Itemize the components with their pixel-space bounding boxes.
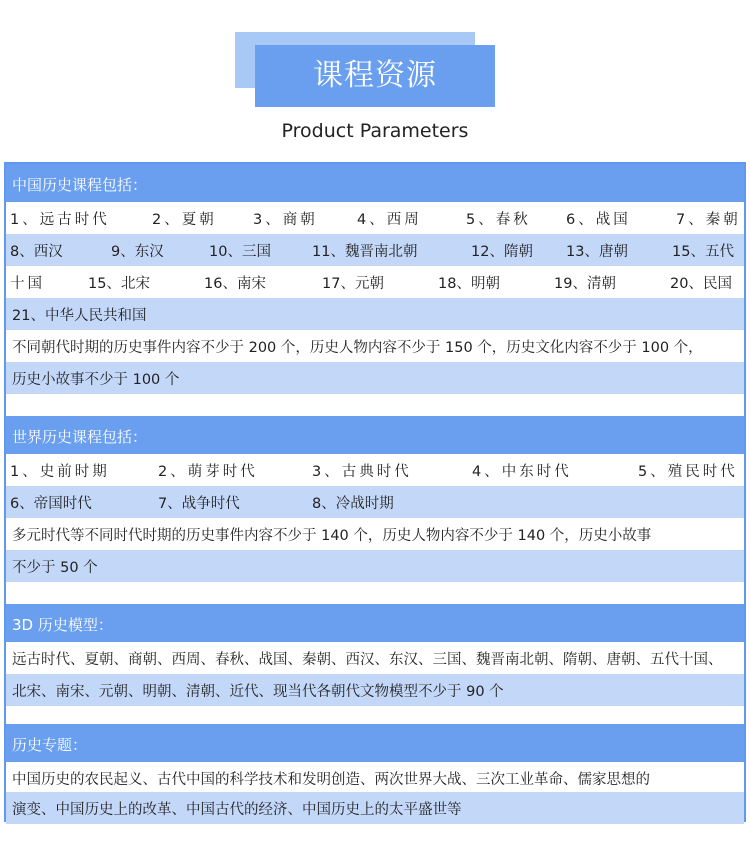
world-row-1 bbox=[6, 454, 744, 486]
world-item: 5、殖民时代 bbox=[638, 463, 738, 480]
china-item: 20、民国 bbox=[670, 275, 732, 292]
china-item: 16、南宋 bbox=[204, 275, 266, 292]
world-spacer bbox=[6, 582, 744, 606]
parameters-table bbox=[4, 162, 746, 822]
china-row-2 bbox=[6, 234, 744, 266]
china-item: 8、西汉 bbox=[10, 243, 63, 260]
china-item: 15、北宋 bbox=[88, 275, 150, 292]
model-desc-1: 远古时代、夏朝、商朝、西周、春秋、战国、秦朝、西汉、东汉、三国、魏晋南北朝、隋朝、唐朝、五代十国、 bbox=[6, 642, 744, 674]
title-area bbox=[0, 0, 750, 160]
world-item: 2、萌芽时代 bbox=[158, 463, 258, 480]
china-item: 18、明朝 bbox=[438, 275, 500, 292]
china-item: 9、东汉 bbox=[111, 243, 164, 260]
china-item: 12、隋朝 bbox=[471, 243, 533, 260]
model-heading: 3D 历史模型： bbox=[6, 604, 744, 644]
china-row-3 bbox=[6, 266, 744, 298]
china-desc-1: 不同朝代时期的历史事件内容不少于 200 个，历史人物内容不少于 150 个，历史文化内容不少于 100 个， bbox=[6, 330, 744, 362]
world-heading: 世界历史课程包括： bbox=[6, 416, 744, 456]
china-item: 19、清朝 bbox=[554, 275, 616, 292]
world-item: 3、古典时代 bbox=[312, 463, 412, 480]
world-item: 4、中东时代 bbox=[472, 463, 572, 480]
china-item: 3、商朝 bbox=[253, 211, 318, 228]
world-item: 7、战争时代 bbox=[158, 495, 240, 512]
topics-heading: 历史专题： bbox=[6, 724, 744, 764]
model-spacer bbox=[6, 706, 744, 726]
china-row-1 bbox=[6, 202, 744, 234]
china-item: 11、魏晋南北朝 bbox=[312, 243, 418, 260]
topics-desc-2: 演变、中国历史上的改革、中国古代的经济、中国历史上的太平盛世等 bbox=[6, 792, 744, 824]
topics-desc-1: 中国历史的农民起义、古代中国的科学技术和发明创造、两次世界大战、三次工业革命、儒家思想的 bbox=[6, 762, 744, 794]
world-desc-2: 不少于 50 个 bbox=[6, 550, 744, 582]
world-desc-1: 多元时代等不同时代时期的历史事件内容不少于 140 个，历史人物内容不少于 140 个，历史小故事 bbox=[6, 518, 744, 550]
page-title: 课程资源 bbox=[255, 45, 495, 107]
china-item: 10、三国 bbox=[209, 243, 271, 260]
china-item: 2、夏朝 bbox=[152, 211, 217, 228]
model-desc-2: 北宋、南宋、元朝、明朝、清朝、近代、现当代各朝代文物模型不少于 90 个 bbox=[6, 674, 744, 706]
china-item: 13、唐朝 bbox=[566, 243, 628, 260]
china-row-4: 21、中华人民共和国 bbox=[6, 298, 744, 330]
china-spacer bbox=[6, 394, 744, 418]
china-item: 7、秦朝 bbox=[676, 211, 741, 228]
china-item: 6、战国 bbox=[566, 211, 631, 228]
china-item: 5、春秋 bbox=[466, 211, 531, 228]
page-subtitle: Product Parameters bbox=[281, 120, 469, 142]
china-desc-2: 历史小故事不少于 100 个 bbox=[6, 362, 744, 394]
china-item: 4、西周 bbox=[357, 211, 422, 228]
world-row-2 bbox=[6, 486, 744, 518]
china-item: 1、远古时代 bbox=[10, 211, 110, 228]
china-item: 17、元朝 bbox=[322, 275, 384, 292]
china-item: 十国 bbox=[10, 275, 45, 292]
world-item: 1、史前时期 bbox=[10, 463, 110, 480]
world-item: 6、帝国时代 bbox=[10, 495, 92, 512]
china-heading: 中国历史课程包括： bbox=[6, 164, 744, 204]
world-item: 8、冷战时期 bbox=[312, 495, 394, 512]
china-item: 15、五代 bbox=[672, 243, 734, 260]
